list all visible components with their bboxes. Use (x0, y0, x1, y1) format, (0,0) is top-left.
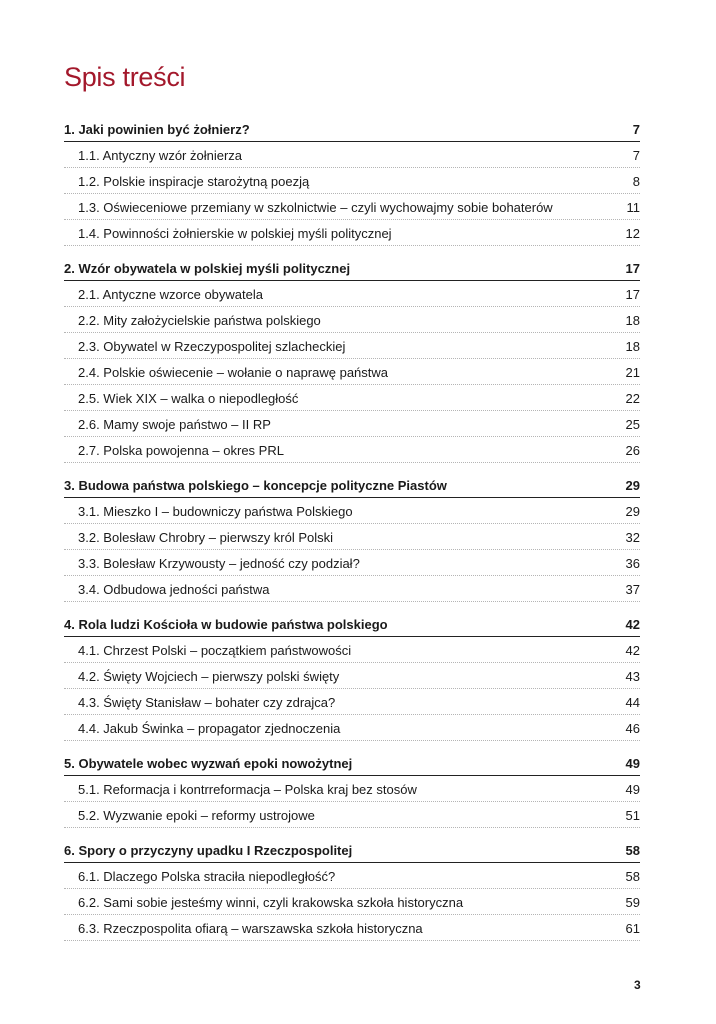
toc-entry-page: 36 (625, 556, 640, 571)
toc-chapter-page: 49 (625, 756, 640, 771)
table-of-contents (64, 116, 640, 950)
toc-entry-label: 4.4. Jakub Świnka – propagator zjednoczenia (78, 721, 341, 736)
toc-chapter-label: 6. Spory o przyczyny upadku I Rzeczpospolitej (64, 843, 353, 858)
toc-section (64, 472, 640, 602)
toc-entry-page: 32 (625, 530, 640, 545)
toc-entry[interactable] (64, 437, 640, 463)
toc-chapter[interactable] (64, 837, 640, 863)
toc-entry[interactable] (64, 889, 640, 915)
toc-chapter[interactable] (64, 255, 640, 281)
toc-entry-label: 5.1. Reformacja i kontrreformacja – Polska kraj bez stosów (78, 782, 417, 797)
page-number: 3 (634, 978, 641, 992)
toc-entry[interactable] (64, 359, 640, 385)
toc-chapter[interactable] (64, 750, 640, 776)
toc-entry-page: 8 (632, 174, 640, 189)
toc-entry[interactable] (64, 194, 640, 220)
toc-entry-label: 1.2. Polskie inspiracje starożytną poezją (78, 174, 310, 189)
toc-section (64, 837, 640, 941)
toc-chapter-page: 7 (632, 122, 640, 137)
toc-chapter-label: 5. Obywatele wobec wyzwań epoki nowożytnej (64, 756, 353, 771)
toc-entry-label: 1.3. Oświeceniowe przemiany w szkolnictwie – czyli wychowajmy sobie bohaterów (78, 200, 553, 215)
toc-entry-label: 2.7. Polska powojenna – okres PRL (78, 443, 284, 458)
toc-entry[interactable] (64, 915, 640, 941)
toc-entry-page: 17 (625, 287, 640, 302)
toc-entry-label: 6.1. Dlaczego Polska straciła niepodległość? (78, 869, 336, 884)
toc-entry-label: 2.3. Obywatel w Rzeczypospolitej szlacheckiej (78, 339, 346, 354)
toc-chapter[interactable] (64, 611, 640, 637)
toc-entry-page: 42 (625, 643, 640, 658)
toc-chapter-label: 4. Rola ludzi Kościoła w budowie państwa polskiego (64, 617, 388, 632)
toc-entry-label: 6.3. Rzeczpospolita ofiarą – warszawska szkoła historyczna (78, 921, 423, 936)
toc-entry-page: 59 (625, 895, 640, 910)
toc-entry[interactable] (64, 524, 640, 550)
page-title: Spis treści (64, 62, 186, 92)
toc-chapter-page: 17 (625, 261, 640, 276)
toc-entry-label: 4.3. Święty Stanisław – bohater czy zdrajca? (78, 695, 336, 710)
toc-entry-label: 3.3. Bolesław Krzywousty – jedność czy podział? (78, 556, 360, 571)
toc-entry[interactable] (64, 576, 640, 602)
toc-chapter[interactable] (64, 472, 640, 498)
toc-entry[interactable] (64, 307, 640, 333)
toc-entry-page: 61 (625, 921, 640, 936)
toc-entry-page: 26 (625, 443, 640, 458)
toc-entry[interactable] (64, 411, 640, 437)
toc-chapter[interactable] (64, 116, 640, 142)
toc-entry-page: 49 (625, 782, 640, 797)
toc-chapter-page: 42 (625, 617, 640, 632)
toc-entry-page: 44 (625, 695, 640, 710)
toc-entry-label: 2.1. Antyczne wzorce obywatela (78, 287, 263, 302)
toc-entry-label: 5.2. Wyzwanie epoki – reformy ustrojowe (78, 808, 315, 823)
toc-entry-label: 2.2. Mity założycielskie państwa polskiego (78, 313, 321, 328)
toc-entry-page: 51 (625, 808, 640, 823)
toc-entry[interactable] (64, 333, 640, 359)
toc-entry-label: 1.4. Powinności żołnierskie w polskiej myśli politycznej (78, 226, 392, 241)
toc-chapter-label: 3. Budowa państwa polskiego – koncepcje polityczne Piastów (64, 478, 447, 493)
toc-entry-page: 37 (625, 582, 640, 597)
toc-entry-label: 1.1. Antyczny wzór żołnierza (78, 148, 243, 163)
toc-entry[interactable] (64, 220, 640, 246)
toc-entry-label: 2.5. Wiek XIX – walka o niepodległość (78, 391, 299, 406)
toc-entry[interactable] (64, 385, 640, 411)
toc-entry-label: 3.1. Mieszko I – budowniczy państwa Polskiego (78, 504, 353, 519)
toc-chapter-label: 1. Jaki powinien być żołnierz? (64, 122, 250, 137)
toc-entry-page: 58 (625, 869, 640, 884)
toc-entry-label: 2.4. Polskie oświecenie – wołanie o naprawę państwa (78, 365, 389, 380)
toc-entry[interactable] (64, 498, 640, 524)
toc-entry[interactable] (64, 776, 640, 802)
toc-entry[interactable] (64, 802, 640, 828)
toc-entry-page: 25 (625, 417, 640, 432)
toc-entry[interactable] (64, 689, 640, 715)
toc-entry[interactable] (64, 142, 640, 168)
toc-entry[interactable] (64, 168, 640, 194)
toc-entry[interactable] (64, 550, 640, 576)
toc-section (64, 611, 640, 741)
toc-entry[interactable] (64, 715, 640, 741)
toc-entry-label: 3.4. Odbudowa jedności państwa (78, 582, 270, 597)
toc-entry-page: 7 (632, 148, 640, 163)
toc-entry-label: 4.2. Święty Wojciech – pierwszy polski święty (78, 669, 340, 684)
toc-entry-label: 4.1. Chrzest Polski – początkiem państwowości (78, 643, 352, 658)
toc-entry-page: 43 (625, 669, 640, 684)
toc-chapter-page: 29 (625, 478, 640, 493)
toc-entry-page: 21 (625, 365, 640, 380)
toc-entry[interactable] (64, 663, 640, 689)
toc-entry[interactable] (64, 637, 640, 663)
toc-entry-page: 29 (625, 504, 640, 519)
toc-section (64, 255, 640, 463)
toc-entry-page: 11 (626, 200, 640, 215)
toc-entry-page: 18 (625, 313, 640, 328)
toc-chapter-label: 2. Wzór obywatela w polskiej myśli politycznej (64, 261, 351, 276)
toc-entry-label: 6.2. Sami sobie jesteśmy winni, czyli krakowska szkoła historyczna (78, 895, 464, 910)
toc-entry-label: 3.2. Bolesław Chrobry – pierwszy król Polski (78, 530, 334, 545)
toc-entry[interactable] (64, 863, 640, 889)
toc-section (64, 750, 640, 828)
toc-entry[interactable] (64, 281, 640, 307)
toc-entry-page: 18 (625, 339, 640, 354)
toc-entry-page: 46 (625, 721, 640, 736)
toc-entry-label: 2.6. Mamy swoje państwo – II RP (78, 417, 271, 432)
toc-entry-page: 22 (625, 391, 640, 406)
toc-section (64, 116, 640, 246)
toc-entry-page: 12 (625, 226, 640, 241)
toc-chapter-page: 58 (625, 843, 640, 858)
